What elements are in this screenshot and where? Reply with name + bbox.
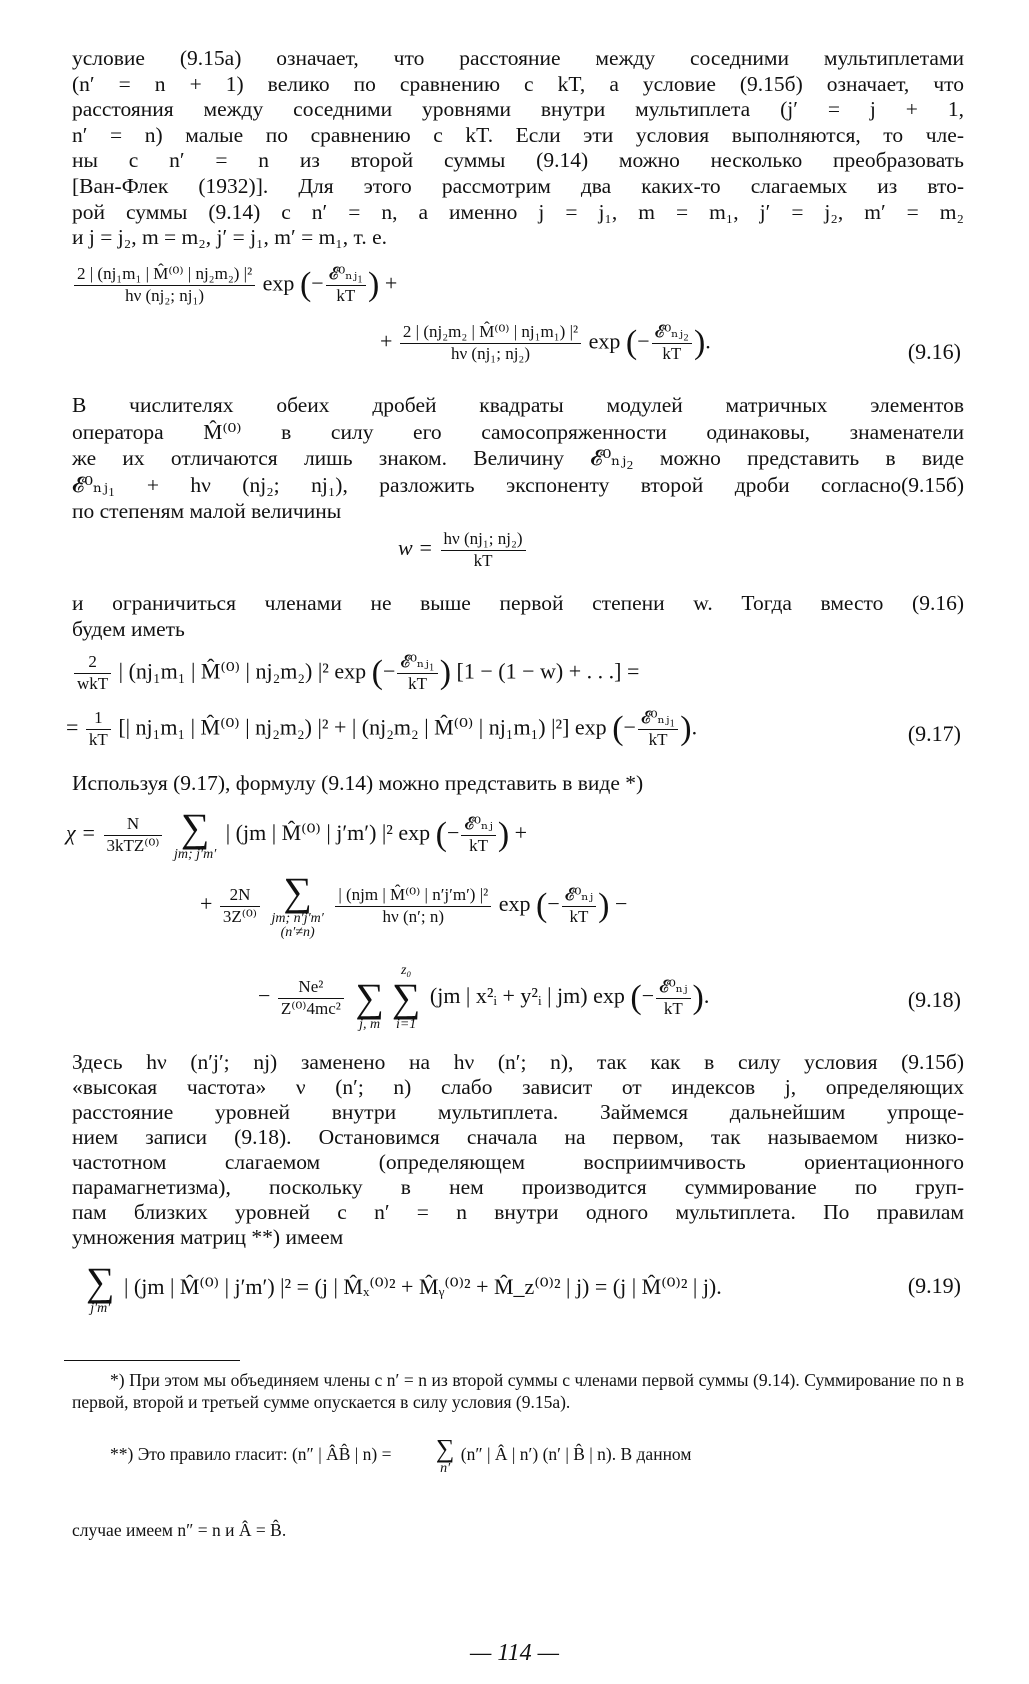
text-line: (n′ = n + 1) велико по сравнению с kT, а условие (9.15б) означает, что [72,71,964,96]
left-paren: ( [612,710,624,747]
summation-sign: ∑ jm; j′m′ [173,805,217,862]
text-line: пам близких уровней с n′ = n внутри одного мультиплета. По правилам [72,1200,964,1224]
equation-9-19 [82,1259,722,1316]
equation-label: (9.17) [907,721,961,746]
text-line: «высокая частота» ν (n′; n) слабо зависит от индексов j, определяющих [72,1075,964,1099]
fraction-denominator: kT [648,729,668,749]
fraction-denominator: 3kTZ⁽⁰⁾ [106,835,160,855]
footnote-text: *) При этом мы объединяем члены с n′ = n из второй суммы с членами первой суммы (9.14). Суммирование по n в первой, второй и третьей сумме опускается в силу условия (9.15а). [72,1370,964,1412]
fraction [220,886,260,926]
footnote-rule [64,1360,240,1361]
text-line: Используя (9.17), формулу (9.14) можно представить в виде *) [72,771,644,795]
fraction [278,978,344,1018]
right-paren: ) [368,266,380,303]
right-paren: ) [598,886,610,924]
summation-upper-limit: z₀ [400,963,412,978]
summation-sign: ∑ jm; n′j′m′ (n′≠n) [271,869,324,940]
right-paren: ) [693,324,706,361]
footnote-text: (n″ | Â | n′) (n′ | B̂ | n). В данном [460,1444,692,1465]
equation-9-16-line-1: $\frac{\text{2 | (nj₁m₁ | M̂⁽⁰⁾ | nj₂m₂) |²}}{\text{hν (nj₂; nj₁)}}$ exp (− $\frac{\text{𝓔⁰ₙⱼ₁}}{kT}$ ) + [72,264,397,307]
footnote-text: **) Это правило гласит: (n″ | ÂB̂ | n) = [110,1444,392,1465]
footnote-2-continued [72,1520,964,1542]
fraction-denominator: hν (nj₂; nj₁) [125,285,205,305]
fraction [335,886,491,926]
fraction [74,265,255,305]
right-paren: ) [497,815,510,853]
exp-function: exp [588,328,621,354]
text-line: будем иметь [72,617,185,641]
text-line: же их отличаются лишь знаком. Величину 𝓔⁰ₙⱼ₂ можно представить в виде [72,446,964,470]
right-paren: ) [439,654,452,691]
fraction-denominator: kT [336,285,356,305]
left-paren: ( [299,266,312,303]
left-paren: ( [371,654,383,691]
fraction-numerator: 𝓔⁰ₙⱼ₁ [397,653,437,674]
footnote-text: случае имеем n″ = n и Â = B̂. [72,1520,287,1540]
equation-label: (9.16) [907,339,961,364]
fraction-denominator: kT [662,343,682,363]
summation-index: i=1 [395,1017,417,1032]
fraction-numerator: 𝓔⁰ₙⱼ [562,886,596,907]
exp-function: exp [262,270,295,296]
fraction-numerator: 𝓔⁰ₙⱼ₁ [638,709,678,730]
fraction-numerator: N [104,815,163,836]
summation-sign: ∑ j, m [355,975,384,1032]
fraction-numerator: 𝓔⁰ₙⱼ [656,978,690,999]
text-line: умножения матриц **) имеем [72,1225,344,1249]
fraction [638,709,678,749]
fraction [74,653,111,693]
equation-9-16-line-2: + $\frac{\text{2 | (nj₂m₂ | M̂⁽⁰⁾ | nj₁m₁) |²}}{\text{hν (nj₁; nj₂)}}$ exp (− $\frac{\text{𝓔⁰ₙⱼ₂}}{kT}$ ). [380,322,711,363]
equation-label: (9.18) [907,987,961,1012]
chi-symbol: χ = [66,820,97,846]
text-line: условие (9.15а) означает, что расстояние между соседними мультиплетами [72,46,964,70]
page-number: — 114 — [470,1640,559,1666]
summation-condition: (n′≠n) [280,925,315,940]
fraction-denominator: hν (n′; n) [382,906,444,926]
equation-9-18-line-1: χ = $\frac{N}{\text{3kTZ⁽⁰⁾}}$ ∑ jm; j′m′ | (jm | M̂⁽⁰⁾ | j′m′) |² exp (− $\frac{\text{𝓔⁰ₙⱼ}}{kT}$ ) + [66,805,528,862]
fraction-numerator: | (njm | M̂⁽⁰⁾ | n′j′m′) |² [335,886,491,907]
text-line: нием записи (9.18). Остановимся сначала на первом, так называемом низко- [72,1125,964,1149]
fraction [652,323,692,363]
left-paren: ( [625,324,638,361]
text-line: частотном слагаемом (определяющем восприимчивость ориентационного [72,1150,964,1174]
fraction [441,530,526,570]
equals-sign: = [66,714,79,740]
fraction-denominator: kT [473,550,493,570]
fraction-numerator: 𝓔⁰ₙⱼ₁ [326,265,366,286]
paragraph-3 [72,590,964,642]
footnote-2 [72,1436,964,1476]
text-line: расстояние уровней внутри мультиплета. Займемся дальнейшим упроще- [72,1100,964,1124]
fraction-numerator: 𝓔⁰ₙⱼ₂ [652,323,692,344]
fraction-numerator: Ne² [278,978,344,999]
text-line: по степеням малой величины [72,499,342,523]
fraction [86,709,111,749]
summation-index: jm; n′j′m′ [271,911,324,926]
text-line: [Ван-Флек (1932)]. Для этого рассмотрим два каких-то слагаемых из вто- [72,173,964,198]
equation-9-17-line-2: = $\frac{1}{kT}$ [| nj₁m₁ | M̂⁽⁰⁾ | nj₂m₂) |² + | (nj₂m₂ | M̂⁽⁰⁾ | nj₁m₁) |²] exp (− $\frac{\text{𝓔⁰ₙⱼ₁}}{kT}$ ). [66,708,698,749]
fraction [326,265,366,305]
paragraph-5 [72,1050,964,1250]
equation-body: [| nj₁m₁ | M̂⁽⁰⁾ | nj₂m₂) |² + | (nj₂m₂ | M̂⁽⁰⁾ | nj₁m₁) |²] exp [118,714,607,740]
fraction-numerator: 2 | (nj₂m₂ | M̂⁽⁰⁾ | nj₁m₁) |² [400,323,581,344]
equation-body: | (nj₁m₁ | M̂⁽⁰⁾ | nj₂m₂) |² exp [118,658,367,684]
paragraph-4 [72,770,964,797]
left-paren: ( [630,978,642,1016]
fraction [400,323,581,363]
equation-9-18-line-2: + $\frac{2N}{\text{3Z⁽⁰⁾}}$ ∑ jm; n′j′m′ (n′≠n) $\frac{\text{| (njm | M̂⁽⁰⁾ | n′j′m′) |²}}{h\nu (n'; n)}$ exp (− $\frac{\text{𝓔⁰ₙⱼ}}{kT}$ ) − [200,869,628,940]
text-line: n′ = n) малые по сравнению с kT. Если эти условия выполняются, то чле- [72,122,964,147]
text-line: рой суммы (9.14) с n′ = n, а именно j = j₁, m = m₁, j′ = j₂, m′ = m₂ [72,199,964,224]
equation-label: (9.19) [907,1273,961,1298]
summation-sign: ∑ n′ [398,1436,455,1476]
summation-index: n′ [440,1461,451,1476]
fraction [562,886,596,926]
text-line: В числителях обеих дробей квадраты модулей матричных элементов [72,393,964,417]
text-line: Здесь hν (n′j′; nj) заменено на hν (n′; n), так как в силу условия (9.15б) [72,1050,964,1074]
summation-sign: z₀ ∑ i=1 [391,963,421,1032]
summation-sign: ∑ j′m′ [86,1259,115,1316]
text-line: расстояния между соседними уровнями внутри мультиплета (j′ = j + 1, [72,97,964,122]
text-line: ны с n′ = n из второй суммы (9.14) можно несколько преобразовать [72,148,964,173]
fraction-denominator: kT [469,835,489,855]
summation-index: j′m′ [90,1301,111,1316]
fraction-denominator: Z⁽⁰⁾4mc² [280,998,341,1018]
fraction-numerator: 2 | (nj₁m₁ | M̂⁽⁰⁾ | nj₂m₂) |² [74,265,255,286]
equation-body: (jm | x²ᵢ + y²ᵢ | jm) exp [429,983,625,1009]
summation-index: jm; j′m′ [173,847,217,862]
fraction-numerator: 1 [86,709,111,730]
equation-body: | (jm | M̂⁽⁰⁾ | j′m′) |² = (j | M̂ₓ⁽⁰⁾² + M̂ᵧ⁽⁰⁾² + M̂_z⁽⁰⁾² | j) = (j | M̂⁽⁰⁾² | j). [124,1274,722,1300]
summation-index: j, m [359,1017,381,1032]
text-line: парамагнетизма), поскольку в нем производится суммирование по груп- [72,1175,964,1199]
fraction-denominator: kT [88,729,108,749]
text-line: 𝓔⁰ₙⱼ₁ + hν (nj₂; nj₁), разложить экспоненту второй дроби согласно(9.15б) [72,472,964,497]
fraction-numerator: hν (nj₁; nj₂) [441,530,526,551]
right-paren: ) [680,710,692,747]
fraction-numerator: 2N [220,886,260,907]
exp-function: exp [498,891,531,917]
equation-9-17-line-1: $\frac{2}{\text{wkT}}$ | (nj₁m₁ | M̂⁽⁰⁾ | nj₂m₂) |² exp (− $\frac{\text{𝓔⁰ₙⱼ₁}}{kT}$ ) [1 − (1 − w) + . . .] = [72,652,639,695]
fraction-numerator: 𝓔⁰ₙⱼ [461,815,495,836]
fraction [397,653,437,693]
equation-9-18-line-3: − $\frac{\text{Ne²}}{\text{Z⁽⁰⁾4mc²}}$ ∑ j, m z₀ ∑ i=1 (jm | x²ᵢ + y²ᵢ | jm) exp (− $\frac{\text{𝓔⁰ₙⱼ}}{kT}$ ). [258,963,710,1032]
equation-body: | (jm | M̂⁽⁰⁾ | j′m′) |² exp [225,820,431,846]
fraction-numerator: 2 [74,653,111,674]
fraction [104,815,163,855]
footnote-1 [72,1370,964,1414]
fraction [656,978,690,1018]
fraction-denominator: 3Z⁽⁰⁾ [222,906,257,926]
equation-w [398,530,528,570]
equation-tail: [1 − (1 − w) + . . .] = [456,658,640,684]
paragraph-2 [72,392,964,525]
text-line: оператора M̂⁽⁰⁾ в силу его самосопряженности одинаковы, знаменатели [72,419,964,444]
fraction-denominator: hν (nj₁; nj₂) [450,343,531,363]
fraction-denominator: kT [408,673,427,693]
fraction [461,815,495,855]
left-paren: ( [535,886,548,924]
fraction-denominator: kT [569,906,589,926]
fraction-denominator: wkT [77,673,109,693]
text-line: и ограничиться членами не выше первой степени w. Тогда вместо (9.16) [72,591,964,615]
equation-lhs: w = [398,535,434,561]
fraction-denominator: kT [663,998,683,1018]
paragraph-1 [72,46,964,251]
left-paren: ( [435,815,447,853]
right-paren: ) [692,978,704,1016]
text-line: и j = j₂, m = m₂, j′ = j₁, m′ = m₁, т. е. [72,225,388,250]
